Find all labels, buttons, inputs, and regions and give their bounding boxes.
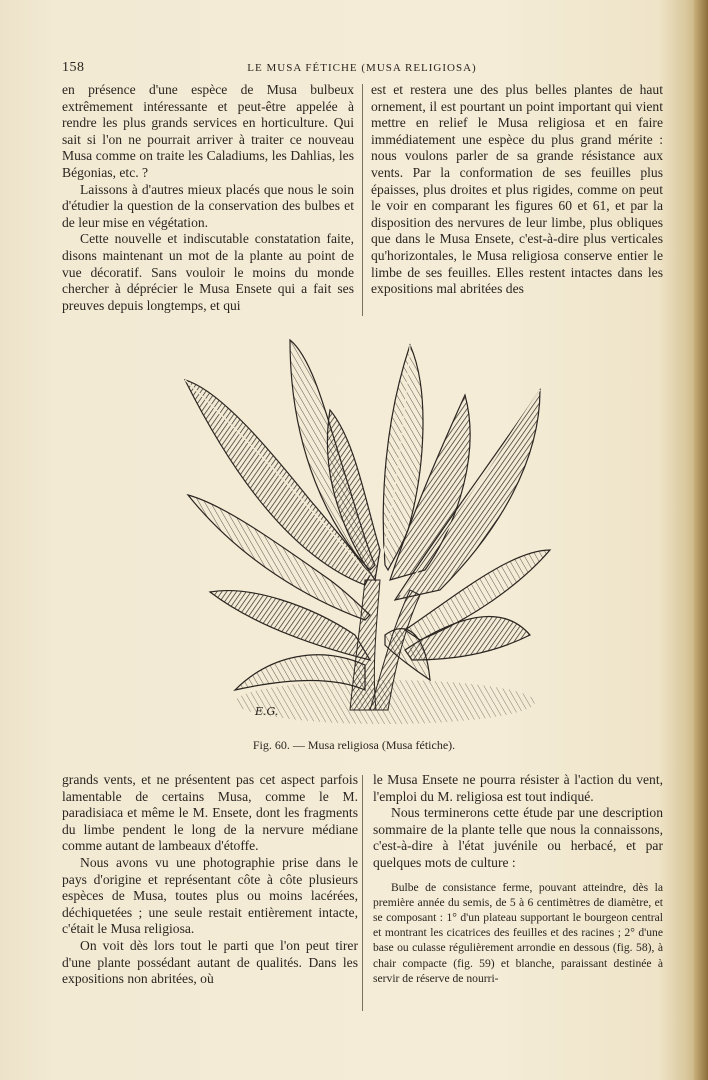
paragraph: Nous avons vu une photographie prise dans le pays d'origine et représentant côte à côte plusieurs espèces de Musa, toutes plus ou moins lacérées, déchiquetées ; une seule restait entièrement intacte, c'était le Musa religiosa. <box>62 854 358 937</box>
paragraph: Laissons à d'autres mieux placés que nous le soin d'étudier la question de la conservation des bulbes et de leur mise en végétation. <box>62 181 354 230</box>
paragraph: Cette nouvelle et indiscutable constatation faite, disons maintenant un mot de la plante au point de vue décoratif. Sans vouloir le moins du monde chercher à déprécier le Musa Ensete qui a fait ses preuves depuis longtemps, et qui <box>62 231 354 313</box>
paragraph: le Musa Ensete ne pourra résister à l'action du vent, l'emploi du M. religiosa est tout indiqué. <box>373 772 663 804</box>
paragraph: Nous terminerons cette étude par une description sommaire de la plante telle que nous la connaissons, c'est-à-dire à l'état juvénile ou herbacé, et par quelques mots de culture : <box>373 805 663 870</box>
column-bottom-right <box>373 772 663 986</box>
page-number: 158 <box>62 60 85 75</box>
paragraph: grands vents, et ne présentent pas cet aspect parfois lamentable de certains Musa, comme le M. paradisiaca et même le M. Ensete, dont les fragments du limbe pendent le long de la nervure médiane comme autant de lambeaux d'étoffe. <box>62 772 358 854</box>
paragraph: est et restera une des plus belles plantes de haut ornement, il est pourtant un point important qui vient mettre en relief le Musa religiosa et en faire immédiatement une espèce du plus grand mérite : nous voulons parler de sa grande résistance aux vents. Par la conformation de ses feuilles plus épaisses, plus droites et plus rigides, comme on peut le voir en comparant les figures 60 et 61, et par la disposition des nervures de leur limbe, plus obliques que dans le Musa Ensete, c'est-à-dire plus verticales qu'horizontales, le Musa religiosa conserve entier le limbe de ses feuilles. Elles restent intactes dans les expositions mal abritées des <box>371 82 663 297</box>
column-top-right <box>371 82 663 298</box>
column-bottom-left <box>62 772 358 988</box>
figure-caption: Fig. 60. — Musa religiosa (Musa fétiche). <box>252 738 456 752</box>
column-top-left <box>62 82 354 314</box>
column-divider <box>362 775 363 1011</box>
paragraph: On voit dès lors tout le parti que l'on peut tirer d'une plante possédant autant de qualités. Dans les expositions non abritées, où <box>62 937 358 987</box>
column-divider <box>362 84 363 316</box>
paragraph-small: Bulbe de consistance ferme, pouvant atteindre, dès la première année du semis, de 5 à 6 centimètres de diamètre, et se composant : 1° d'un plateau supportant le bourgeon central et montrant les cicatrices des feuilles et des racines ; 2° d'une base ou culasse régulièrement arrondie en dessous (fig. 58), à chair compacte (fig. 59) et blanche, paraissant destinée à servir de réserve de nourri- <box>373 880 663 985</box>
running-title: LE MUSA FÉTICHE (MUSA RELIGIOSA) <box>247 62 477 74</box>
artist-signature: E.G. <box>255 705 279 718</box>
musa-plant-engraving <box>180 330 552 734</box>
paragraph: en présence d'une espèce de Musa bulbeux extrêmement intéressante et peut-être appelée à rendre les plus grands services en horticulture. Qui sait si l'on ne pourrait arriver à traiter ce nouveau Musa comme on traite les Caladiums, les Dahlias, les Bégonias, etc. ? <box>62 82 354 180</box>
page-header <box>62 60 662 78</box>
book-spine-edge <box>694 0 708 1080</box>
